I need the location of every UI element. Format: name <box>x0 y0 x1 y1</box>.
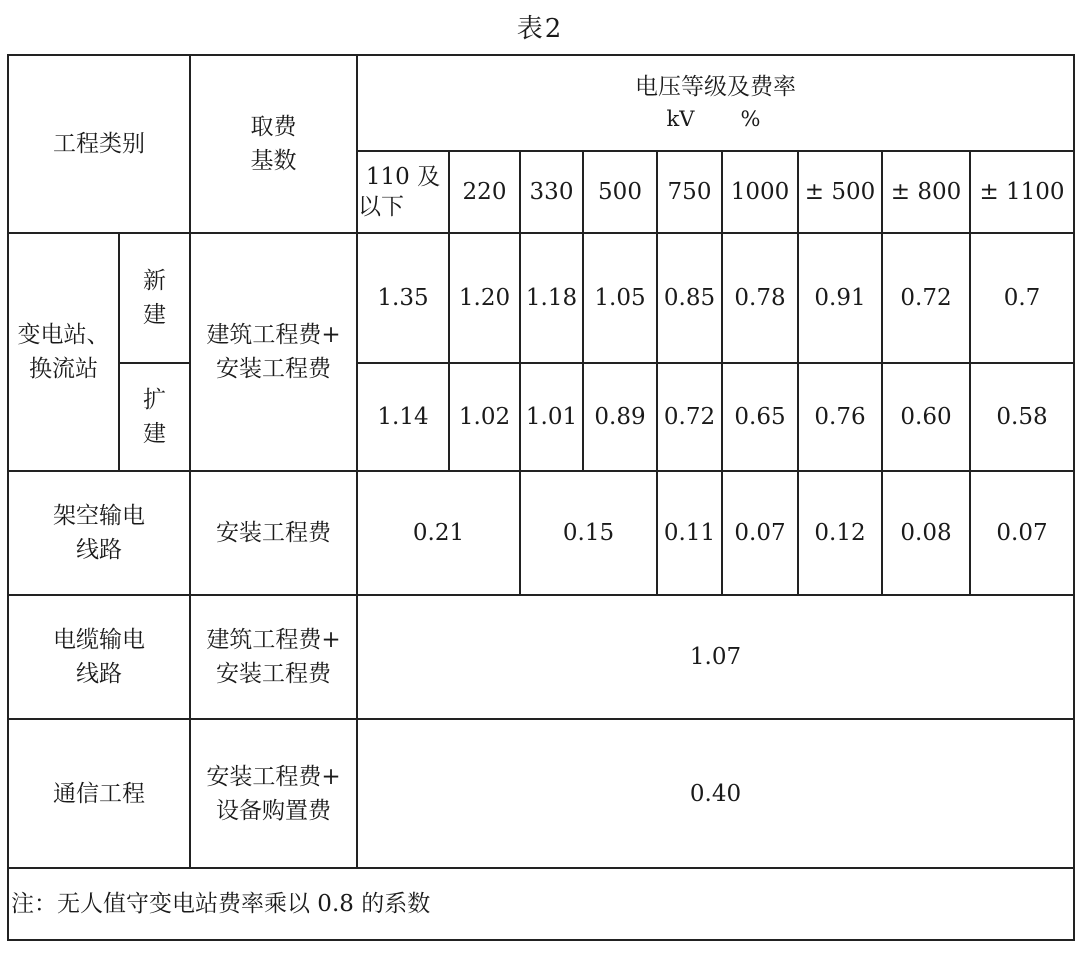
table-cell: 0.76 <box>798 363 882 471</box>
table-cell: 0.60 <box>882 363 970 471</box>
table-cell: 1.01 <box>520 363 583 471</box>
voltage-220: 220 <box>449 151 520 233</box>
overhead-row <box>8 471 1074 595</box>
substation-new-label <box>119 233 190 363</box>
table-note: 注：无人值守变电站费率乘以 0.8 的系数 <box>8 868 1074 940</box>
table-cell: 1.02 <box>449 363 520 471</box>
table-cell: 0.58 <box>970 363 1074 471</box>
voltage-110-line2: 以下 <box>358 194 404 220</box>
table-cell: 0.08 <box>882 471 970 595</box>
new-label-line2: 建 <box>143 302 166 328</box>
comm-base-line1: 安装工程费+ <box>206 763 341 790</box>
substation-category-line1: 变电站、 <box>17 322 110 348</box>
table-cell: 1.14 <box>357 363 449 471</box>
table-cell: 0.15 <box>520 471 657 595</box>
substation-base-line1: 建筑工程费+ <box>206 322 341 348</box>
table-cell: 0.85 <box>657 233 722 363</box>
table-cell: 0.65 <box>722 363 798 471</box>
comm-row <box>8 719 1074 868</box>
expand-label-line2: 建 <box>143 421 166 447</box>
voltage-1000: 1000 <box>722 151 798 233</box>
table-cell: 1.20 <box>449 233 520 363</box>
substation-expand-row <box>8 363 1074 471</box>
substation-category-line2: 换流站 <box>29 356 98 382</box>
cable-base <box>190 595 357 719</box>
table-cell: 0.89 <box>583 363 657 471</box>
cable-category-line2: 线路 <box>76 661 122 687</box>
overhead-category <box>8 471 190 595</box>
substation-base <box>190 233 357 471</box>
table-cell: 1.07 <box>357 595 1074 719</box>
fee-rate-table <box>7 54 1075 941</box>
header-row-1 <box>8 55 1074 151</box>
table-cell: 0.7 <box>970 233 1074 363</box>
voltage-330: 330 <box>520 151 583 233</box>
voltage-750: 750 <box>657 151 722 233</box>
header-category <box>8 55 190 233</box>
substation-base-line2: 安装工程费 <box>216 356 331 382</box>
cable-row <box>8 595 1074 719</box>
table-cell: 0.07 <box>722 471 798 595</box>
new-label-line1: 新 <box>143 268 166 294</box>
cable-category-line1: 电缆输电 <box>53 627 145 653</box>
comm-category: 通信工程 <box>8 719 190 868</box>
overhead-category-line2: 线路 <box>76 537 122 563</box>
cable-base-line2: 安装工程费 <box>216 661 331 687</box>
table-title: 表2 <box>516 14 564 44</box>
table-cell: 0.11 <box>657 471 722 595</box>
voltage-pm500: ± 500 <box>798 151 882 233</box>
voltage-500: 500 <box>583 151 657 233</box>
voltage-pm1100: ± 1100 <box>970 151 1074 233</box>
header-voltage <box>357 55 1074 151</box>
table-cell: 1.35 <box>357 233 449 363</box>
cable-category <box>8 595 190 719</box>
table-cell: 0.07 <box>970 471 1074 595</box>
table-cell: 0.21 <box>357 471 520 595</box>
expand-label-line1: 扩 <box>143 387 166 413</box>
substation-category <box>8 233 119 471</box>
unit-percent: % <box>740 107 761 131</box>
table-cell: 0.40 <box>357 719 1074 868</box>
note-row <box>8 868 1074 940</box>
table-cell: 0.72 <box>882 233 970 363</box>
table-cell: 1.05 <box>583 233 657 363</box>
voltage-title: 电压等级及费率 <box>635 74 796 100</box>
table-cell: 0.78 <box>722 233 798 363</box>
voltage-110-line1: 110 及 <box>365 164 441 190</box>
header-base-line1: 取费 <box>250 114 297 140</box>
table-cell: 0.91 <box>798 233 882 363</box>
comm-base <box>190 719 357 868</box>
table-cell: 0.72 <box>657 363 722 471</box>
substation-expand-label <box>119 363 190 471</box>
voltage-pm800: ± 800 <box>882 151 970 233</box>
overhead-base: 安装工程费 <box>190 471 357 595</box>
header-base <box>190 55 357 233</box>
voltage-units <box>358 103 1073 135</box>
table-cell: 0.12 <box>798 471 882 595</box>
header-category-label: 工程类别 <box>53 131 145 157</box>
header-base-line2: 基数 <box>250 148 297 174</box>
cable-base-line1: 建筑工程费+ <box>206 627 341 653</box>
substation-new-row <box>8 233 1074 363</box>
table-cell: 1.18 <box>520 233 583 363</box>
overhead-category-line1: 架空输电 <box>53 503 145 529</box>
unit-kv: kV <box>666 107 695 131</box>
comm-base-line2: 设备购置费 <box>216 797 331 824</box>
voltage-110 <box>357 151 449 233</box>
